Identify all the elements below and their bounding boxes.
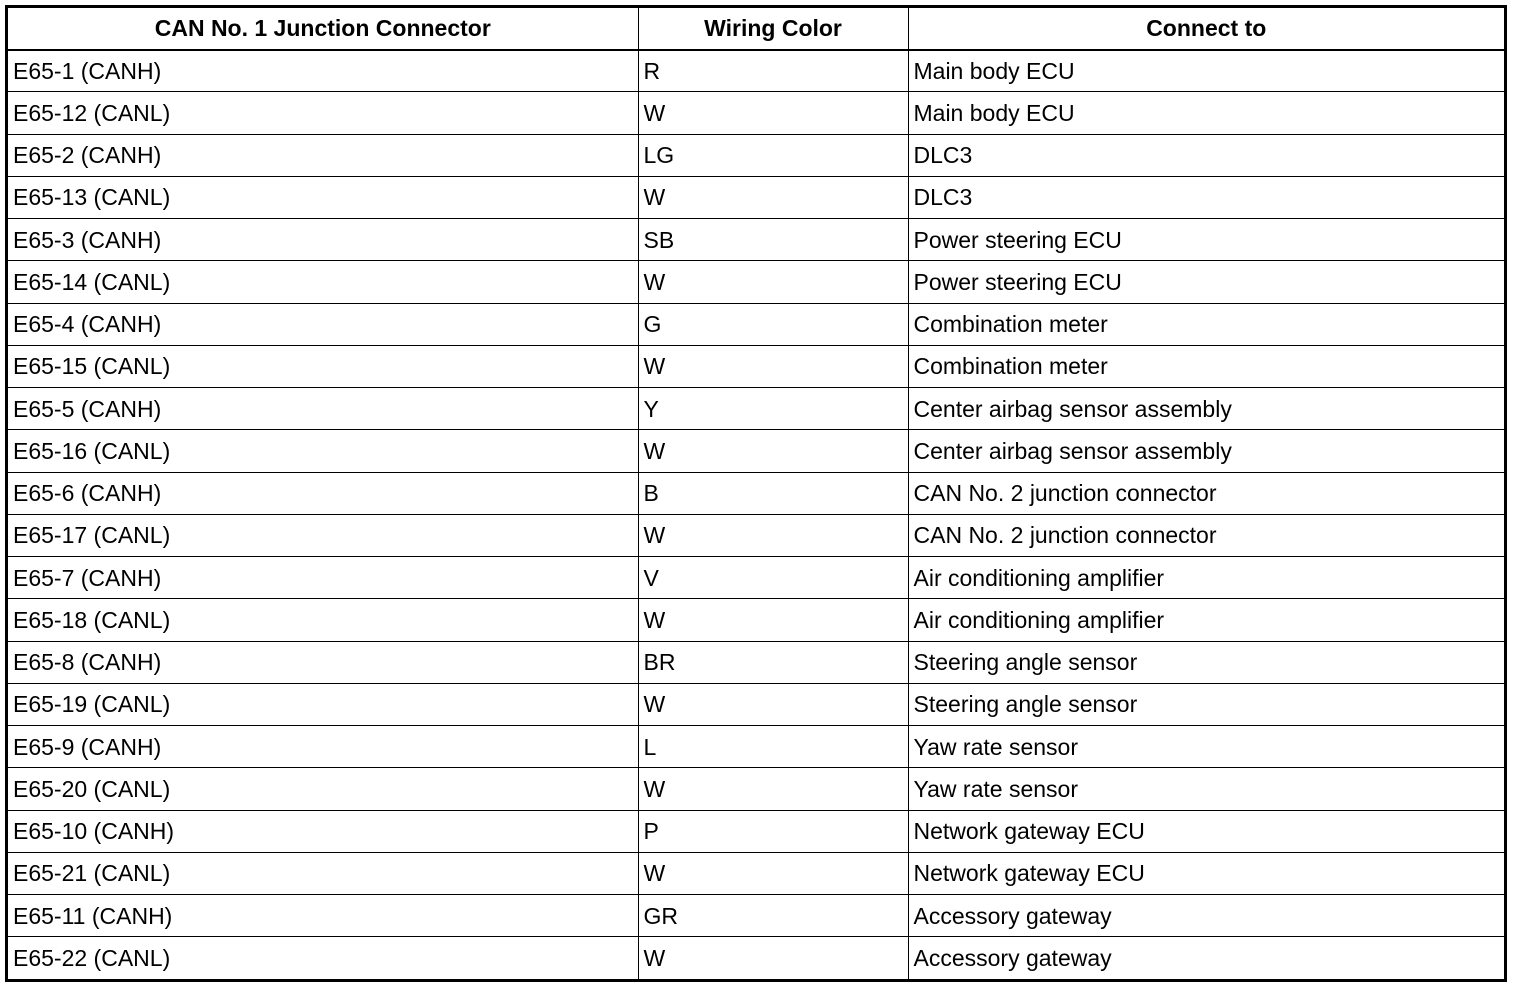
cell-connector-pin: E65-14 (CANL) xyxy=(8,261,638,303)
cell-wiring-color: LG xyxy=(638,134,908,176)
table-row xyxy=(8,472,1504,514)
cell-connect-to: Steering angle sensor xyxy=(908,683,1504,725)
cell-connector-pin: E65-20 (CANL) xyxy=(8,768,638,810)
cell-connector-pin: E65-18 (CANL) xyxy=(8,599,638,641)
table-row xyxy=(8,219,1504,261)
table-row xyxy=(8,134,1504,176)
table-row xyxy=(8,599,1504,641)
cell-wiring-color: G xyxy=(638,303,908,345)
table-row xyxy=(8,50,1504,92)
table-row xyxy=(8,514,1504,556)
cell-wiring-color: W xyxy=(638,599,908,641)
table-body xyxy=(8,50,1504,980)
cell-connector-pin: E65-22 (CANL) xyxy=(8,937,638,979)
header-wiring-color: Wiring Color xyxy=(638,8,908,50)
cell-wiring-color: BR xyxy=(638,641,908,683)
cell-connector-pin: E65-9 (CANH) xyxy=(8,726,638,768)
cell-wiring-color: W xyxy=(638,261,908,303)
cell-connector-pin: E65-8 (CANH) xyxy=(8,641,638,683)
cell-wiring-color: W xyxy=(638,430,908,472)
cell-connector-pin: E65-4 (CANH) xyxy=(8,303,638,345)
header-connect-to: Connect to xyxy=(908,8,1504,50)
cell-connector-pin: E65-15 (CANL) xyxy=(8,345,638,387)
cell-connector-pin: E65-7 (CANH) xyxy=(8,557,638,599)
cell-connect-to: CAN No. 2 junction connector xyxy=(908,514,1504,556)
table-row xyxy=(8,683,1504,725)
cell-connect-to: DLC3 xyxy=(908,176,1504,218)
cell-connect-to: Main body ECU xyxy=(908,50,1504,92)
table-row xyxy=(8,726,1504,768)
cell-connect-to: Center airbag sensor assembly xyxy=(908,430,1504,472)
cell-connect-to: Main body ECU xyxy=(908,92,1504,134)
cell-connect-to: Yaw rate sensor xyxy=(908,768,1504,810)
cell-connector-pin: E65-1 (CANH) xyxy=(8,50,638,92)
cell-wiring-color: W xyxy=(638,852,908,894)
cell-connect-to: Accessory gateway xyxy=(908,937,1504,979)
cell-wiring-color: R xyxy=(638,50,908,92)
cell-connector-pin: E65-21 (CANL) xyxy=(8,852,638,894)
table-row xyxy=(8,641,1504,683)
cell-connector-pin: E65-17 (CANL) xyxy=(8,514,638,556)
cell-wiring-color: W xyxy=(638,683,908,725)
can-junction-connector-table xyxy=(8,8,1504,979)
table-row xyxy=(8,852,1504,894)
cell-connector-pin: E65-13 (CANL) xyxy=(8,176,638,218)
table-row xyxy=(8,388,1504,430)
cell-wiring-color: W xyxy=(638,514,908,556)
table-header-row xyxy=(8,8,1504,50)
cell-wiring-color: W xyxy=(638,345,908,387)
table-row xyxy=(8,345,1504,387)
header-junction-connector: CAN No. 1 Junction Connector xyxy=(8,8,638,50)
cell-connector-pin: E65-19 (CANL) xyxy=(8,683,638,725)
cell-connector-pin: E65-16 (CANL) xyxy=(8,430,638,472)
cell-wiring-color: SB xyxy=(638,219,908,261)
cell-connect-to: Accessory gateway xyxy=(908,895,1504,937)
cell-wiring-color: W xyxy=(638,937,908,979)
cell-connect-to: Center airbag sensor assembly xyxy=(908,388,1504,430)
cell-connector-pin: E65-10 (CANH) xyxy=(8,810,638,852)
cell-connector-pin: E65-3 (CANH) xyxy=(8,219,638,261)
cell-wiring-color: W xyxy=(638,768,908,810)
cell-wiring-color: Y xyxy=(638,388,908,430)
table-row xyxy=(8,937,1504,979)
cell-connect-to: Combination meter xyxy=(908,345,1504,387)
cell-connect-to: Yaw rate sensor xyxy=(908,726,1504,768)
cell-connect-to: Combination meter xyxy=(908,303,1504,345)
table-row xyxy=(8,895,1504,937)
cell-connector-pin: E65-11 (CANH) xyxy=(8,895,638,937)
cell-connector-pin: E65-5 (CANH) xyxy=(8,388,638,430)
table-row xyxy=(8,768,1504,810)
cell-connect-to: DLC3 xyxy=(908,134,1504,176)
cell-connect-to: Steering angle sensor xyxy=(908,641,1504,683)
cell-connect-to: Power steering ECU xyxy=(908,219,1504,261)
cell-wiring-color: L xyxy=(638,726,908,768)
cell-connect-to: CAN No. 2 junction connector xyxy=(908,472,1504,514)
cell-wiring-color: V xyxy=(638,557,908,599)
cell-connector-pin: E65-6 (CANH) xyxy=(8,472,638,514)
table-row xyxy=(8,557,1504,599)
cell-connect-to: Air conditioning amplifier xyxy=(908,599,1504,641)
cell-connector-pin: E65-2 (CANH) xyxy=(8,134,638,176)
table-row xyxy=(8,176,1504,218)
cell-connect-to: Power steering ECU xyxy=(908,261,1504,303)
cell-wiring-color: GR xyxy=(638,895,908,937)
cell-wiring-color: W xyxy=(638,92,908,134)
cell-connector-pin: E65-12 (CANL) xyxy=(8,92,638,134)
cell-connect-to: Network gateway ECU xyxy=(908,852,1504,894)
cell-connect-to: Network gateway ECU xyxy=(908,810,1504,852)
table-row xyxy=(8,810,1504,852)
cell-connect-to: Air conditioning amplifier xyxy=(908,557,1504,599)
table-row xyxy=(8,430,1504,472)
cell-wiring-color: P xyxy=(638,810,908,852)
table-row xyxy=(8,261,1504,303)
connector-table-frame xyxy=(5,5,1507,982)
table-row xyxy=(8,92,1504,134)
table-row xyxy=(8,303,1504,345)
cell-wiring-color: B xyxy=(638,472,908,514)
cell-wiring-color: W xyxy=(638,176,908,218)
